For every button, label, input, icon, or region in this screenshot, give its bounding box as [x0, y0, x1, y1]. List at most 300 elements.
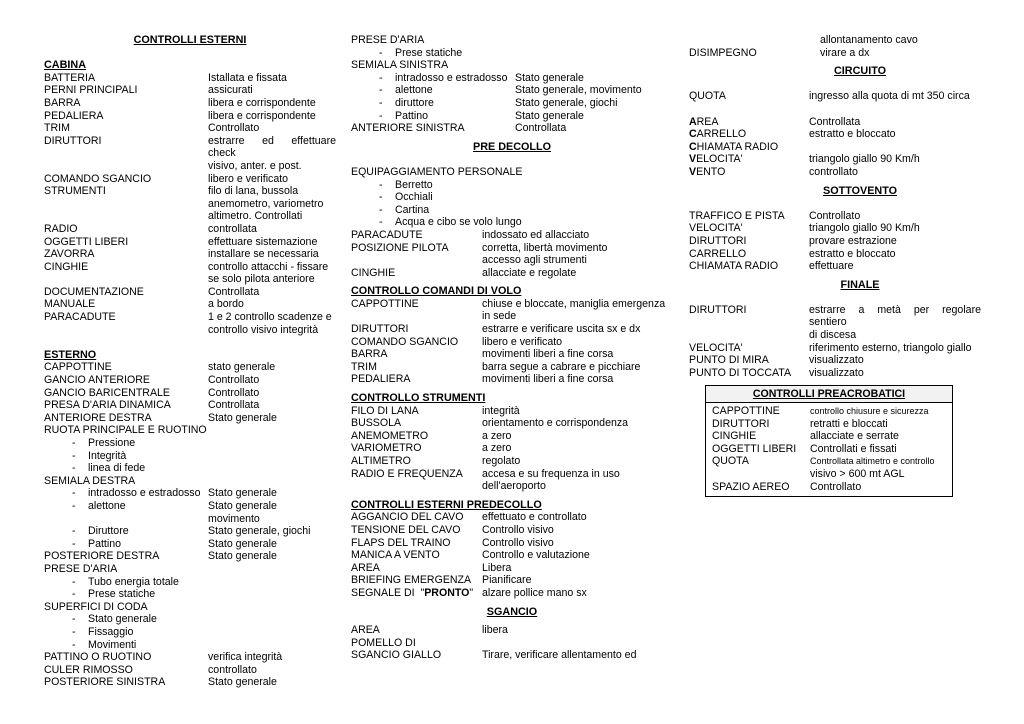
list-item — [44, 538, 336, 551]
list-item — [351, 442, 673, 455]
item-label: AGGANCIO DEL CAVO — [351, 511, 464, 524]
list-item — [689, 47, 981, 60]
list-item — [689, 210, 981, 223]
item-label: PUNTO DI TOCCATA — [689, 366, 792, 379]
list-item — [351, 348, 673, 361]
item-label: intradosso e estradosso — [88, 487, 201, 500]
item-label: RADIO — [44, 222, 78, 235]
section-title-finale: FINALE — [840, 278, 880, 291]
list-item — [351, 122, 673, 135]
item-value: triangolo giallo 90 Km/h — [809, 153, 920, 166]
item-value: movimenti liberi a fine corsa — [482, 348, 614, 361]
list-item — [689, 367, 981, 380]
list-item — [689, 235, 981, 248]
item-label: PATTINO O RUOTINO — [44, 651, 152, 664]
item-value: a zero — [482, 429, 512, 442]
item-label: BATTERIA — [44, 71, 96, 84]
item-label: CINGHIE — [44, 260, 89, 273]
list-item — [44, 664, 336, 677]
item-label: AREA — [351, 561, 380, 574]
item-label: QUOTA — [712, 455, 749, 468]
item-value: chiuse e bloccate, maniglia emergenza in sede — [482, 297, 666, 323]
semiala-sinistra-label: SEMIALA SINISTRA — [351, 59, 449, 72]
list-item — [44, 500, 336, 525]
item-label: CULER RIMOSSO — [44, 663, 133, 676]
item-label: intradosso e estradosso — [395, 71, 508, 84]
list-item: - Movimenti — [72, 638, 137, 651]
item-value: Stato generale — [515, 109, 584, 122]
item-label: CAPPOTTINE — [44, 361, 112, 374]
item-label: ARRELLO — [696, 128, 747, 141]
item-label: CINGHIE — [712, 430, 757, 443]
item-label: DIRUTTORI — [712, 417, 770, 430]
list-item: AREA Controllata — [689, 116, 981, 129]
item-label: AREA — [351, 624, 380, 637]
list-item — [351, 537, 673, 550]
list-item — [689, 34, 981, 47]
list-item — [689, 316, 981, 329]
subsection-title-cabina: CABINA — [44, 59, 86, 72]
section-title-sottovento: SOTTOVENTO — [823, 184, 897, 197]
item-value: estrarre a metà per regolare — [809, 303, 981, 316]
item-label: ZAVORRA — [44, 248, 95, 261]
item-label: Stato generale — [88, 613, 157, 626]
item-value: libera — [482, 624, 508, 637]
item-value: libera e corrispondente — [208, 109, 316, 122]
item-value: Controllata — [809, 115, 861, 128]
item-value: Pianificare — [482, 574, 532, 587]
list-item — [351, 373, 673, 386]
item-label: TENSIONE DEL CAVO — [351, 523, 461, 536]
item-label: FLAPS DEL TRAINO — [351, 536, 451, 549]
item-value: estratto e bloccato — [809, 128, 896, 141]
item-label: Movimenti — [88, 638, 137, 651]
list-item — [351, 72, 673, 85]
list-item — [44, 223, 336, 236]
item-label: STRUMENTI — [44, 185, 106, 198]
item-label: Acqua e cibo se volo lungo — [395, 216, 522, 229]
item-label: GANCIO ANTERIORE — [44, 374, 150, 387]
item-label: DIRUTTORI — [689, 234, 747, 247]
item-label: CAPPOTTINE — [712, 405, 780, 418]
item-label: alettone — [395, 84, 433, 97]
item-value: Stato generale — [208, 676, 277, 689]
item-label: COMANDO SGANCIO — [351, 335, 459, 348]
item-value: Stato generale, giochi — [515, 96, 618, 109]
list-item: - Tubo energia totale — [72, 575, 179, 588]
list-item: - linea di fede — [72, 462, 146, 475]
list-item — [44, 110, 336, 123]
segnale-pronto-label: SEGNALE DI "PRONTO" — [351, 586, 474, 599]
item-value: allacciate e regolate — [482, 266, 577, 279]
item-value: controllato — [208, 663, 257, 676]
item-value: Controllato — [208, 122, 260, 135]
item-label: Pattino — [88, 537, 121, 550]
item-label: MANUALE — [44, 298, 96, 311]
superfici-coda-label: SUPERFICI DI CODA — [44, 600, 148, 613]
item-value: visualizzato — [809, 366, 864, 379]
item-label: POSTERIORE SINISTRA — [44, 676, 166, 689]
item-label: GANCIO BARICENTRALE — [44, 386, 170, 399]
list-item — [689, 354, 981, 367]
list-item — [351, 574, 673, 587]
list-item — [706, 418, 952, 431]
list-item — [351, 587, 673, 600]
item-label: VELOCITA' — [689, 222, 743, 235]
subsection-title-comandi: CONTROLLO COMANDI DI VOLO — [351, 285, 522, 298]
list-item — [44, 173, 336, 186]
list-item — [689, 304, 981, 317]
item-label: ANEMOMETRO — [351, 429, 429, 442]
list-item — [351, 637, 673, 650]
section-title-preacrobatici: CONTROLLI PREACROBATICI — [706, 386, 952, 403]
item-value: indossato ed allacciato — [482, 228, 590, 241]
item-label: POMELLO DI — [351, 636, 416, 649]
item-value: di discesa — [809, 329, 857, 342]
list-item — [351, 84, 673, 97]
list-item: - Integrità — [72, 449, 127, 462]
item-label: SGANCIO GIALLO — [351, 649, 442, 662]
item-label: PERNI PRINCIPALI — [44, 84, 138, 97]
item-value: Stato generale — [515, 71, 584, 84]
item-label: DIRUTTORI — [689, 303, 747, 316]
item-label: diruttore — [395, 96, 434, 109]
list-item: - Fissaggio — [72, 625, 134, 638]
item-value: sentiero — [809, 316, 847, 329]
item-label: ANTERIORE DESTRA — [44, 411, 152, 424]
preacrobatici-box — [705, 385, 953, 497]
list-item — [689, 222, 981, 235]
item-label: Fissaggio — [88, 625, 134, 638]
item-label: Pattino — [395, 109, 428, 122]
item-value: Stato generale, giochi — [208, 525, 311, 538]
item-value: libero e verificato — [482, 335, 563, 348]
item-label: Prese statiche — [395, 46, 463, 59]
column-circuito — [689, 34, 981, 497]
item-label: PRESA D'ARIA DINAMICA — [44, 399, 171, 412]
item-value: triangolo giallo 90 Km/h — [809, 222, 920, 235]
item-label: POSTERIORE DESTRA — [44, 550, 160, 563]
list-item: VELOCITA' triangolo giallo 90 Km/h — [689, 153, 981, 166]
item-label: BARRA — [351, 348, 388, 361]
item-value: effettuato e controllato — [482, 511, 587, 524]
list-item — [351, 511, 673, 524]
column-pre-decollo — [351, 34, 673, 662]
item-value: virare a dx — [820, 46, 870, 59]
item-label: DOCUMENTAZIONE — [44, 285, 144, 298]
item-value: controllo attacchi - fissare se solo pilota anteriore — [208, 260, 329, 286]
list-item — [44, 236, 336, 249]
item-value: corretta, libertà movimento accesso agli strumenti — [482, 241, 608, 267]
list-item — [351, 455, 673, 468]
item-value: movimenti liberi a fine corsa — [482, 373, 614, 386]
section-title-controlli-esterni: CONTROLLI ESTERNI — [133, 34, 247, 46]
item-value: filo di lana, bussola anemometro, variometro altimetro. Controllati — [208, 185, 324, 223]
list-item: - Pressione — [72, 437, 136, 449]
item-label: POSIZIONE PILOTA — [351, 241, 449, 254]
item-label: BRIEFING EMERGENZA — [351, 574, 472, 587]
list-item: - Prese statiche — [72, 588, 156, 601]
item-value: accesa e su frequenza in uso dell'aeroporto — [482, 467, 620, 493]
list-item — [706, 430, 952, 443]
item-label: Berretto — [395, 178, 433, 191]
list-item — [44, 399, 336, 412]
list-item — [44, 97, 336, 110]
list-item — [351, 267, 673, 280]
list-item — [44, 135, 336, 160]
esterno-list — [44, 361, 336, 688]
item-label: BUSSOLA — [351, 417, 402, 430]
item-value: libero e verificato — [208, 172, 289, 185]
item-label: CARRELLO — [689, 247, 747, 260]
item-label: ALTIMETRO — [351, 455, 411, 467]
list-item — [44, 387, 336, 400]
item-value: controllo chiusure e sicurezza — [810, 406, 929, 417]
item-value: controllata — [208, 222, 257, 235]
item-value: Controllata — [208, 399, 260, 412]
section-title-sgancio: SGANCIO — [486, 605, 538, 618]
list-item: - Acqua e cibo se volo lungo — [379, 216, 522, 229]
list-item — [44, 412, 336, 425]
item-label: ANTERIORE SINISTRA — [351, 122, 465, 135]
item-value: integrità — [482, 404, 520, 417]
list-item: - Stato generale — [72, 613, 157, 626]
item-label: SPAZIO AEREO — [712, 480, 790, 493]
item-label: VELOCITA' — [689, 341, 743, 354]
item-value: effettuare sistemazione — [208, 235, 318, 248]
item-value: visualizzato — [809, 354, 864, 367]
list-item — [351, 323, 673, 336]
ruota-label: RUOTA PRINCIPALE E RUOTINO — [44, 424, 207, 437]
list-item — [351, 624, 673, 637]
item-value: Stato generale, movimento — [515, 84, 642, 97]
list-item: - Prese statiche — [379, 46, 463, 59]
list-item — [351, 229, 673, 242]
item-value: allontanamento cavo — [820, 34, 918, 46]
list-item — [351, 242, 673, 267]
list-item — [689, 248, 981, 261]
item-label: Diruttore — [88, 525, 129, 538]
item-value: allacciate e serrate — [810, 430, 899, 443]
item-label: VARIOMETRO — [351, 442, 422, 455]
list-item — [351, 361, 673, 374]
item-label: CAPPOTTINE — [351, 297, 419, 310]
subsection-title-esterno: ESTERNO — [44, 348, 97, 361]
item-value: visivo, anter. e post. — [208, 159, 302, 172]
item-value: 1 e 2 controllo scadenze e controllo visivo integrità — [208, 311, 332, 336]
list-item — [351, 649, 673, 662]
list-item — [44, 185, 336, 223]
list-item — [351, 417, 673, 430]
item-value: Controllato — [810, 480, 862, 493]
item-value: estrarre ed effettuare check — [208, 134, 336, 160]
item-value: Controllato — [809, 209, 861, 222]
list-item — [351, 430, 673, 443]
list-item: - Cartina — [379, 203, 430, 216]
semiala-destra-label: SEMIALA DESTRA — [44, 474, 136, 487]
item-value: stato generale — [208, 361, 276, 374]
item-label: HIAMATA RADIO — [696, 140, 779, 153]
item-label: MANICA A VENTO — [351, 549, 440, 562]
item-value: controllato — [809, 165, 858, 178]
item-value: riferimento esterno, triangolo giallo — [809, 341, 972, 354]
item-value: Stato generale — [208, 411, 277, 424]
list-item — [706, 455, 952, 468]
item-label: CHIAMATA RADIO — [689, 260, 779, 273]
item-value: verifica integrità — [208, 651, 283, 664]
item-label: alettone — [88, 499, 126, 512]
item-value: Tirare, verificare allentamento ed — [482, 649, 637, 662]
list-item: CARRELLO estratto e bloccato — [689, 128, 981, 141]
list-item — [706, 405, 952, 418]
item-label: Integrità — [88, 449, 127, 462]
item-value: Stato generale — [208, 550, 277, 563]
item-label: RADIO E FREQUENZA — [351, 467, 463, 480]
list-item — [44, 72, 336, 85]
list-item: - Berretto — [379, 178, 433, 191]
list-item — [351, 524, 673, 537]
list-item — [44, 525, 336, 538]
subsection-title-strumenti: CONTROLLO STRUMENTI — [351, 392, 486, 405]
item-value: assicurati — [208, 84, 253, 97]
list-item — [44, 286, 336, 299]
item-value: estratto e bloccato — [809, 247, 896, 260]
item-label: REA — [696, 115, 719, 128]
item-value — [809, 141, 981, 154]
item-value: a zero — [482, 442, 512, 455]
item-label: TRIM — [44, 122, 70, 135]
item-label: PUNTO DI MIRA — [689, 354, 769, 367]
list-item — [706, 481, 952, 494]
item-value: retratti e bloccati — [810, 417, 888, 430]
item-value: Controllata — [208, 285, 260, 298]
item-label: COMANDO SGANCIO — [44, 172, 152, 185]
list-item — [44, 298, 336, 311]
item-label: linea di fede — [88, 462, 146, 475]
item-value: installare se necessaria — [208, 248, 319, 261]
list-item — [44, 248, 336, 261]
item-label: Cartina — [395, 203, 430, 216]
list-item — [351, 110, 673, 123]
item-label: FILO DI LANA — [351, 404, 419, 417]
list-item — [44, 122, 336, 135]
list-item — [44, 676, 336, 689]
list-item — [44, 361, 336, 374]
section-title-circuito: CIRCUITO — [834, 65, 886, 78]
item-value: regolato — [482, 455, 521, 467]
item-label — [712, 468, 810, 481]
list-item: - Occhiali — [379, 191, 433, 204]
item-label: CINGHIE — [351, 266, 396, 279]
list-item — [351, 562, 673, 575]
item-label: OGGETTI LIBERI — [44, 235, 129, 248]
list-item — [44, 374, 336, 387]
prese-aria-label: PRESE D'ARIA — [351, 34, 425, 46]
item-value: orientamento e corrispondenza — [482, 417, 629, 430]
item-value: Controllato — [208, 386, 260, 399]
item-value: libera e corrispondente — [208, 96, 316, 109]
item-value: provare estrazione — [809, 234, 897, 247]
list-item — [689, 260, 981, 273]
item-value: Controllo e valutazione — [482, 549, 590, 562]
item-label: BARRA — [44, 96, 81, 109]
item-value: Libera — [482, 561, 512, 574]
list-item — [44, 311, 336, 336]
item-label: TRIM — [351, 360, 377, 373]
list-item — [44, 651, 336, 664]
item-label — [44, 160, 208, 173]
item-label: Prese statiche — [88, 588, 156, 601]
item-label: Occhiali — [395, 191, 433, 204]
prese-aria-label: PRESE D'ARIA — [44, 562, 118, 575]
item-label: DIRUTTORI — [44, 134, 102, 147]
list-item — [44, 261, 336, 286]
item-label: DIRUTTORI — [351, 323, 409, 336]
list-item: CHIAMATA RADIO — [689, 141, 981, 154]
item-value: ingresso alla quota di mt 350 circa — [809, 90, 970, 103]
item-label: ENTO — [696, 165, 726, 178]
item-label: PARACADUTE — [44, 311, 116, 324]
item-value: Stato generale — [208, 537, 277, 550]
subsection-title-esterni-predecollo: CONTROLLI ESTERNI PREDECOLLO — [351, 498, 542, 511]
item-value: Controllo visivo — [482, 536, 554, 549]
item-value: Istallata e fissata — [208, 71, 287, 84]
list-item — [351, 298, 673, 323]
item-label: TRAFFICO E PISTA — [689, 209, 785, 222]
item-value: estrarre e verificare uscita sx e dx — [482, 323, 641, 336]
item-value: Stato generale — [208, 487, 277, 500]
item-label: PARACADUTE — [351, 228, 423, 241]
item-value: barra segue a cabrare e picchiare — [482, 360, 641, 373]
list-item — [44, 84, 336, 97]
item-value: Controllo visivo — [482, 523, 554, 536]
item-label: OGGETTI LIBERI — [712, 442, 797, 455]
item-value: Controllata altimetro e controllo — [810, 456, 935, 467]
item-value: Controllati e fissati — [810, 442, 897, 455]
item-value: visivo > 600 mt AGL — [810, 468, 905, 480]
list-item — [689, 329, 981, 342]
section-title-pre-decollo: PRE DECOLLO — [473, 140, 551, 153]
list-item — [351, 468, 673, 493]
list-item — [44, 487, 336, 500]
equipaggiamento-label: EQUIPAGGIAMENTO PERSONALE — [351, 165, 523, 178]
item-label: Tubo energia totale — [88, 575, 179, 588]
list-item — [689, 90, 981, 103]
item-value: Controllato — [208, 374, 260, 387]
cabina-list — [44, 72, 336, 336]
list-item — [351, 97, 673, 110]
item-value: alzare pollice mano sx — [482, 586, 587, 599]
item-value: effettuare — [809, 260, 854, 273]
list-item — [44, 160, 336, 173]
acv-list — [689, 116, 981, 179]
item-label: PEDALIERA — [44, 109, 104, 122]
list-item — [689, 342, 981, 355]
item-value: Stato generale movimento — [208, 499, 277, 525]
list-item — [351, 405, 673, 418]
list-item — [44, 550, 336, 563]
item-label: DISIMPEGNO — [689, 46, 757, 59]
list-item — [706, 443, 952, 456]
item-value: a bordo — [208, 298, 244, 311]
item-label: PEDALIERA — [351, 373, 411, 386]
list-item — [351, 549, 673, 562]
list-item — [706, 468, 952, 481]
item-label: Pressione — [88, 437, 136, 449]
list-item: VENTO controllato — [689, 166, 981, 179]
item-label: ELOCITA' — [696, 153, 743, 166]
column-controlli-esterni — [44, 34, 336, 689]
